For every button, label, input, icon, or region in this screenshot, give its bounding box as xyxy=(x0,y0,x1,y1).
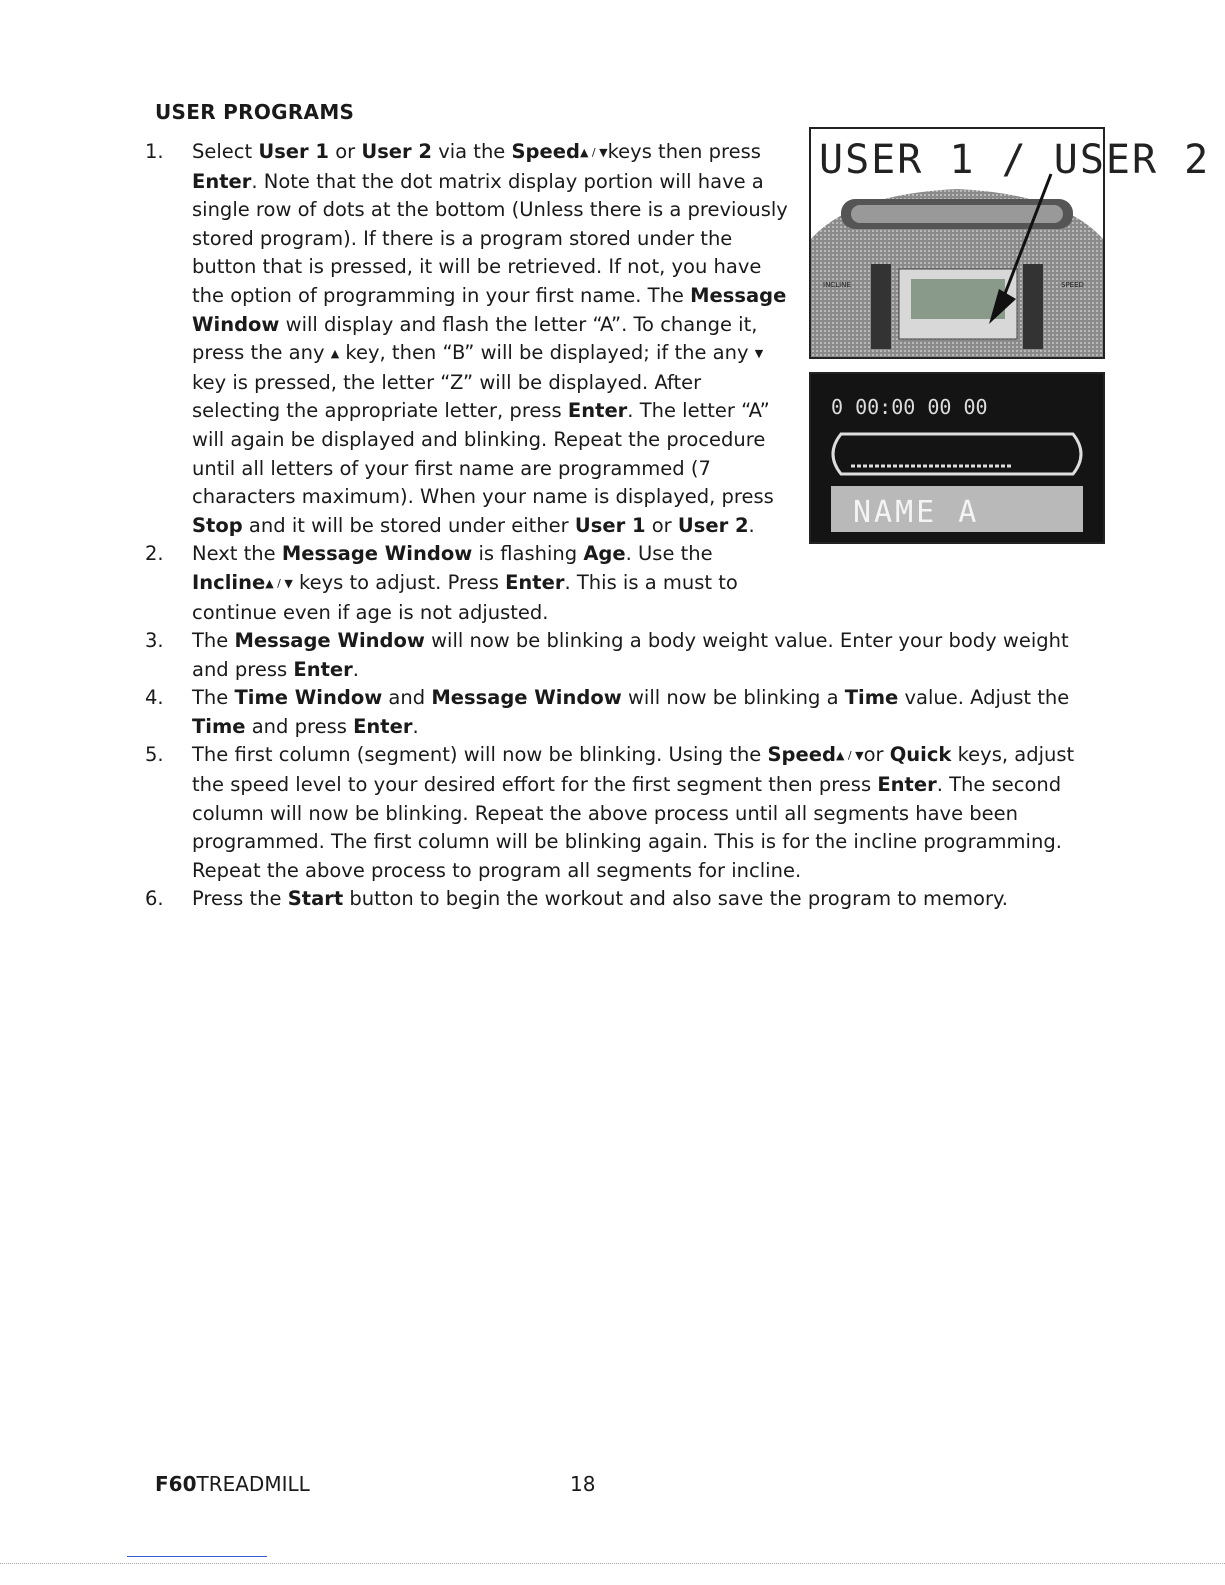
step-text: will now be blinking a body weight value. Enter your body weight and press xyxy=(192,629,1069,681)
step-text: . The letter “A” will again be displayed and blinking. Repeat the procedure until all letters of your first name are programmed (7 characters maximum). When your name is displayed, press xyxy=(192,399,774,509)
step-text: is flashing xyxy=(472,542,584,566)
step-text: keys to adjust. Press xyxy=(292,570,506,594)
step-text: key, then “B” will be displayed; if the any xyxy=(339,341,755,365)
step-keyword: Quick xyxy=(889,743,952,767)
console-illustration xyxy=(811,129,1211,357)
lcd-readout: 0 00:00 00 00 xyxy=(831,395,988,419)
lcd-illustration xyxy=(811,374,1103,542)
step-number: 4. xyxy=(145,686,164,710)
page-number: 18 xyxy=(570,1472,596,1496)
console-figure xyxy=(809,127,1211,359)
step-keyword: Time Window xyxy=(234,686,383,710)
step-text: keys then press xyxy=(607,140,761,163)
step-keyword: Enter xyxy=(293,657,353,681)
step-item xyxy=(145,138,792,540)
step-keyword: Time xyxy=(192,714,246,738)
step-text: . xyxy=(748,513,755,537)
step-keyword: Message Window xyxy=(234,629,425,653)
step-item xyxy=(145,627,1085,684)
step-keyword: Enter xyxy=(567,399,628,423)
arrow-keys-icon: ▲ / ▼ xyxy=(835,749,864,763)
speed-label: SPEED xyxy=(1061,281,1084,289)
step-keyword: Speed xyxy=(767,743,836,767)
step-keyword: Enter xyxy=(353,714,413,738)
step-keyword: Enter xyxy=(192,169,252,193)
step-keyword: Age xyxy=(583,542,626,566)
step-number: 2. xyxy=(145,542,164,566)
step-text: . Use the xyxy=(625,542,713,566)
incline-label: INCLINE xyxy=(823,281,851,289)
step-keyword: Speed xyxy=(511,140,580,163)
step-number: 5. xyxy=(145,743,164,767)
step-text: will now be blinking a xyxy=(621,686,845,710)
step-keyword: Time xyxy=(844,686,899,710)
lcd-message: NAME A xyxy=(853,495,980,530)
arrow-keys-icon: ▲ xyxy=(330,347,340,361)
step-keyword: Message Window xyxy=(431,686,622,710)
step-text: button to begin the workout and also save the program to memory. xyxy=(343,887,1008,911)
step-text: The xyxy=(192,686,235,710)
step-item xyxy=(145,741,1085,885)
footer-rule xyxy=(127,1556,267,1557)
step-text: keys, adjust the speed level to your desired effort for the first segment then press xyxy=(192,743,1075,797)
step-item xyxy=(145,540,792,627)
step-text: and it will be stored under either xyxy=(242,513,575,537)
step-text: and press xyxy=(245,714,354,738)
step-keyword: Message Window xyxy=(281,542,473,566)
step-text: . This is a must to continue even if age is not adjusted. xyxy=(192,570,738,624)
step-text: . The second column will now be blinking. Repeat the above process until all segments have been programmed. The first column will be blinking again. This is for the incline programming. Repeat the above process to program all segments for incline. xyxy=(192,773,1062,882)
step-text: Select xyxy=(192,140,259,163)
user-caption: USER 1 / USER 2 xyxy=(819,137,1211,183)
arrow-keys-icon: ▲ / ▼ xyxy=(265,576,293,590)
step-text: The xyxy=(192,629,235,653)
arrow-keys-icon: ▲ / ▼ xyxy=(579,146,608,159)
step-keyword: Start xyxy=(287,887,344,911)
step-text: . xyxy=(412,714,419,738)
step-text: will display and flash the letter “A”. To change it, press the any xyxy=(192,312,758,365)
arrow-keys-icon: ▼ xyxy=(754,347,764,361)
step-item xyxy=(145,684,1085,741)
step-keyword: User 2 xyxy=(361,140,432,163)
step-text: Next the xyxy=(192,542,282,566)
step-text: Press the xyxy=(192,887,288,911)
step-text: or xyxy=(863,743,890,767)
step-text: . Note that the dot matrix display portion will have a single row of dots at the bottom (Unless there is a previously stored program). If there is a program stored under the button that is pressed, it will be retrieved. If not, you have the option of programming in your first name. The xyxy=(192,169,788,307)
step-keyword: Stop xyxy=(192,513,243,537)
step-keyword: User 1 xyxy=(574,513,646,537)
step-keyword: Message Window xyxy=(192,283,787,336)
step-text: value. Adjust the xyxy=(898,686,1070,710)
step-text: key is pressed, the letter “Z” will be displayed. After selecting the appropriate letter, press xyxy=(192,370,702,423)
step-number: 6. xyxy=(145,887,164,911)
step-text: . xyxy=(352,657,359,681)
step-number: 1. xyxy=(145,140,164,163)
step-keyword: Incline xyxy=(192,570,266,594)
step-text: via the xyxy=(432,140,512,163)
step-keyword: User 1 xyxy=(258,140,329,163)
step-text: or xyxy=(329,140,362,163)
footer-model: F60TREADMILL xyxy=(155,1472,310,1496)
step-text: and xyxy=(382,686,432,710)
step-item xyxy=(145,885,1085,914)
step-keyword: Enter xyxy=(505,570,565,594)
step-text: The first column (segment) will now be blinking. Using the xyxy=(192,743,768,767)
page-edge-line xyxy=(0,1563,1225,1564)
step-number: 3. xyxy=(145,629,164,653)
step-text: or xyxy=(645,513,678,537)
step-keyword: Enter xyxy=(877,773,937,797)
section-heading: USER PROGRAMS xyxy=(155,100,355,124)
lcd-figure xyxy=(809,372,1105,544)
step-keyword: User 2 xyxy=(677,513,749,537)
